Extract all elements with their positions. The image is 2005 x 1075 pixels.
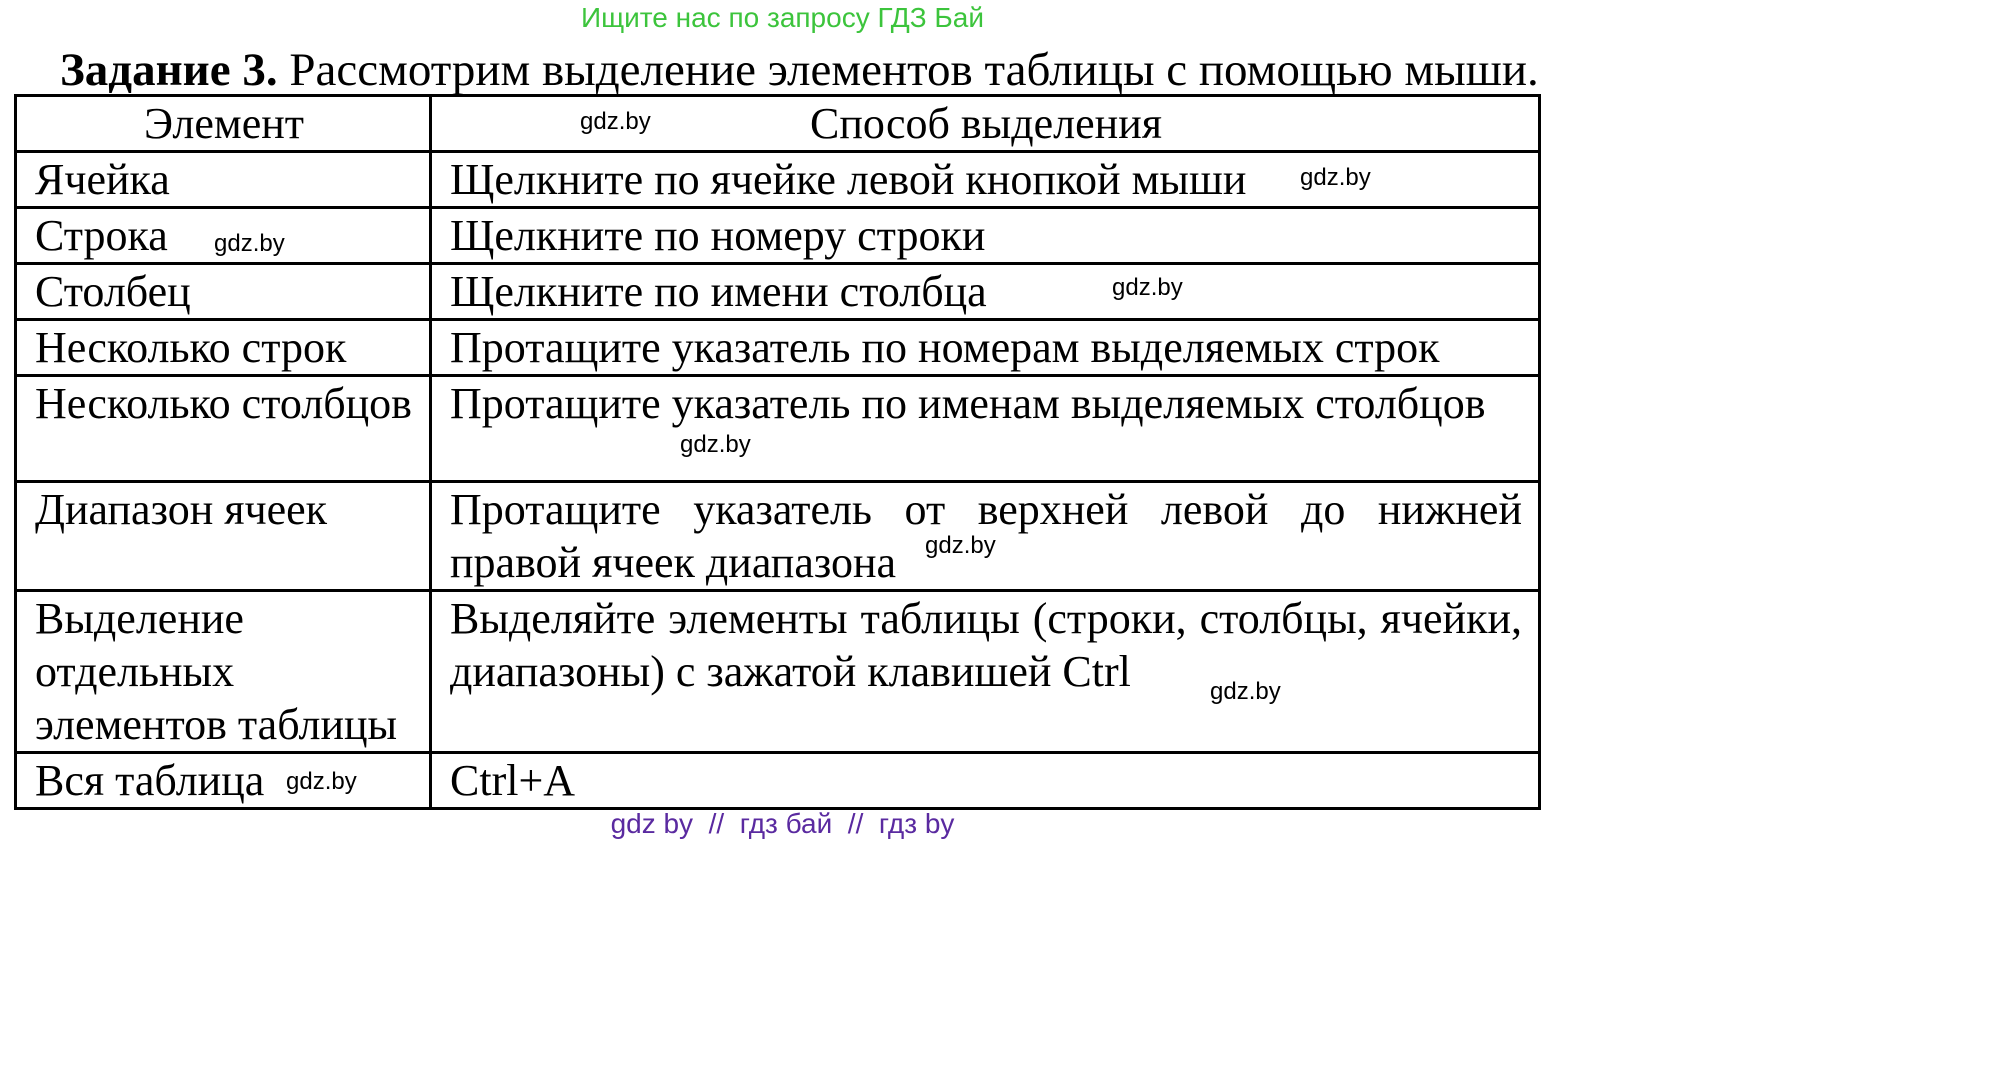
- method-cell: Щелкните по номеру строки: [431, 208, 1540, 264]
- watermark: gdz.by: [1112, 274, 1183, 301]
- table-row: [16, 264, 1540, 320]
- method-cell: Протащите указатель от верхней левой до нижней правой ячеек диапазона: [431, 482, 1540, 591]
- method-cell: Щелкните по ячейке левой кнопкой мыши: [431, 152, 1540, 208]
- task-text: Рассмотрим выделение элементов таблицы с помощью мыши.: [277, 44, 1539, 96]
- watermark: gdz.by: [1300, 164, 1371, 191]
- watermark: gdz.by: [214, 230, 285, 257]
- table-row: [16, 753, 1540, 809]
- bottom-banner: gdz by // гдз бай // гдз by: [610, 808, 955, 839]
- element-cell: Столбец: [16, 264, 431, 320]
- watermark: gdz.by: [680, 431, 751, 458]
- task-label: Задание 3.: [60, 44, 278, 96]
- watermark: gdz.by: [580, 108, 651, 135]
- method-cell: Щелкните по имени столбца: [431, 264, 1540, 320]
- table-row: [16, 482, 1540, 591]
- method-cell: Протащите указатель по именам выделяемых столбцов: [431, 376, 1540, 482]
- table-row: [16, 320, 1540, 376]
- selection-table: [14, 94, 1541, 810]
- element-cell: Диапазон ячеек: [16, 482, 431, 591]
- method-cell: Выделяйте элементы таблицы (строки, столбцы, ячейки, диапазоны) с зажатой клавишей Ctrl: [431, 591, 1540, 753]
- method-cell: Ctrl+A: [431, 753, 1540, 809]
- element-cell: Несколько столбцов: [16, 376, 431, 482]
- header-method: Способ выделения: [431, 96, 1540, 152]
- table-row: [16, 376, 1540, 482]
- element-cell: Выделение отдельных элементов таблицы: [16, 591, 431, 753]
- header-element: Элемент: [16, 96, 431, 152]
- method-cell: Протащите указатель по номерам выделяемых строк: [431, 320, 1540, 376]
- element-cell: Ячейка: [16, 152, 431, 208]
- watermark: gdz.by: [1210, 678, 1281, 705]
- watermark: gdz.by: [286, 768, 357, 795]
- element-cell: Вся таблица: [16, 753, 431, 809]
- element-cell: Несколько строк: [16, 320, 431, 376]
- element-cell: Строка: [16, 208, 431, 264]
- watermark: gdz.by: [925, 532, 996, 559]
- table-row: [16, 591, 1540, 753]
- task-title: [60, 40, 1540, 100]
- top-banner: Ищите нас по запросу ГДЗ Бай: [580, 2, 985, 33]
- table-header-row: [16, 96, 1540, 152]
